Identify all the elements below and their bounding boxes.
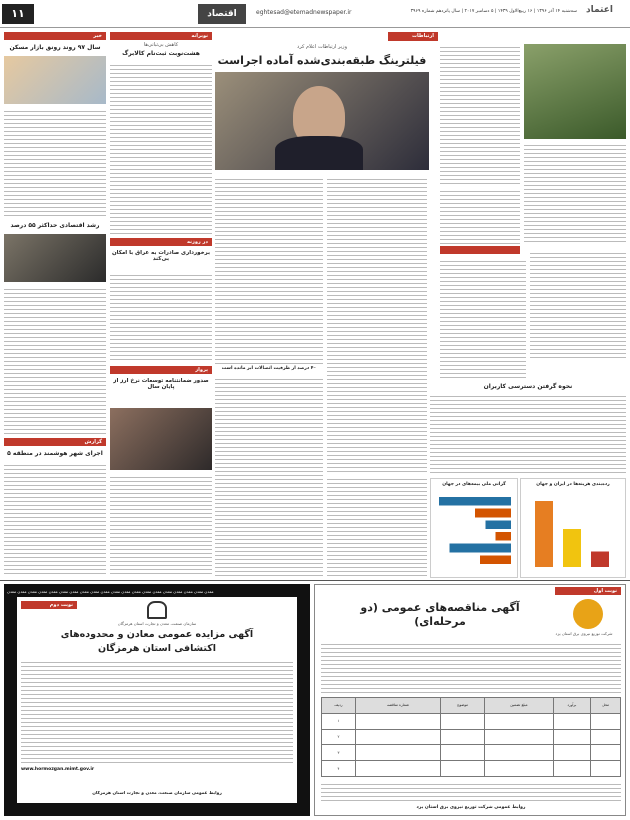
infographic-bar xyxy=(485,520,511,529)
article-text-block xyxy=(110,62,212,234)
company-logo-icon xyxy=(573,599,603,629)
ad-border-pattern xyxy=(7,803,307,813)
brief-title[interactable]: هشت‌نوبت ثبت‌نام کالابرگ xyxy=(122,50,200,57)
lead-headline[interactable]: فیلترینگ طبقه‌بندی‌شده آماده اجراست xyxy=(217,54,427,67)
park-photo xyxy=(524,44,626,139)
ad-notice-tag: نوبت اول xyxy=(555,587,621,595)
column-tag: گزارش xyxy=(4,438,106,446)
brief-title[interactable]: برخورداری صادرات به عراق با امکان بی‌کند xyxy=(111,250,211,262)
minister-photo xyxy=(215,72,429,170)
section-title[interactable]: اقتصاد xyxy=(198,4,246,24)
emblem-icon xyxy=(147,601,167,619)
brief-title[interactable]: اجرای شهر هوشمند در منطقه ۵ xyxy=(7,450,103,457)
article-text-block xyxy=(4,286,106,434)
article-text-block xyxy=(430,393,626,473)
article-text-block xyxy=(440,44,520,184)
auction-ad xyxy=(4,584,310,816)
ad-border-pattern xyxy=(7,597,17,803)
dateline: سه‌شنبه ۱۴ آذر ۱۳۹۶ | ۱۶ ربیع‌الاول ۱۴۳۹ | ۵ دسامبر ۲۰۱۷ | سال پانزدهم شماره ۳۹۶۹ xyxy=(410,9,577,14)
infographic-bar xyxy=(563,529,581,567)
housing-photo xyxy=(4,56,106,104)
infographic-bar xyxy=(449,544,511,553)
infographic-title: رده‌بندی هزینه‌ها در ایران و جهان xyxy=(536,482,610,487)
section-tag: ارتباطات xyxy=(388,32,438,41)
ad-org: سازمان صنعت، معدن و تجارت استان هرمزگان xyxy=(117,621,197,626)
infographic-chart-b xyxy=(520,478,626,578)
infographic-chart-a xyxy=(430,478,518,578)
ad-title-line2: اکتشافی استان هرمزگان xyxy=(98,643,216,654)
article-text-block xyxy=(327,176,427,472)
article-text-block xyxy=(4,462,106,576)
article-text-block xyxy=(110,474,212,576)
brief-kicker: کاهش بی‌ثباتی‌ها xyxy=(143,42,179,48)
ad-text-block xyxy=(321,641,621,693)
article-text-block xyxy=(327,476,427,576)
article-text-block xyxy=(215,176,323,364)
section-email[interactable]: eghtesad@etemadnewspaper.ir xyxy=(256,9,352,16)
ad-text-block xyxy=(321,781,621,803)
tender-table: ردیف شماره مناقصه موضوع مبلغ تضمین برآورد محل ۱ ۲ ۳ ۴ xyxy=(321,697,621,777)
ad-footer: روابط عمومی شرکت توزیع نیروی برق استان یزد xyxy=(416,805,526,810)
economist-photo xyxy=(4,234,106,282)
page-header xyxy=(0,0,630,28)
column-tag: خبر xyxy=(4,32,106,40)
brief-title[interactable]: صدور ضمانتنامه توسعات نرخ ارز از پایان سال xyxy=(113,378,209,390)
subheading: نحوه گرفتن دسترسی کاربران xyxy=(483,383,573,390)
ad-website-link[interactable]: www.hormozgan.mimt.gov.ir xyxy=(21,767,95,772)
article-text-block xyxy=(4,108,106,218)
article-text-block xyxy=(215,376,323,576)
article-text-block xyxy=(524,142,626,242)
infographic-title: گرانی ملی بیمه‌های در جهان xyxy=(442,482,506,487)
article-text-block xyxy=(440,188,520,248)
column-tag: نوبرانه xyxy=(110,32,212,40)
ad-org: شرکت توزیع نیروی برق استان یزد xyxy=(555,631,613,636)
article-text-block xyxy=(530,250,626,360)
ad-notice-tag: نوبت دوم xyxy=(21,601,77,609)
column-tag: پرواز xyxy=(110,366,212,374)
page-number: ۱۱ xyxy=(2,4,34,24)
infographic-bars xyxy=(521,493,625,573)
ad-title: آگهی مناقصه‌های عمومی (دو مرحله‌ای) xyxy=(360,601,520,628)
article-text-block xyxy=(440,258,526,380)
portrait-suit xyxy=(275,136,363,170)
caption-bar xyxy=(440,246,520,254)
tender-ad xyxy=(314,584,626,816)
brief-title[interactable]: سال ۹۷ روند رونق بازار مسکن xyxy=(9,44,101,51)
infographic-bar xyxy=(439,497,511,506)
infographic-bar xyxy=(535,501,553,567)
column-tag: در روزنه xyxy=(110,238,212,246)
subheading: ۴۰ درصد از ظرفیت اتصالات ابر مانده است xyxy=(221,366,317,371)
ad-border-pattern: معدن معدن معدن معدن معدن معدن معدن معدن معدن معدن معدن معدن معدن معدن معدن معدن معدن معدن معدن معدن xyxy=(7,587,307,597)
lead-kicker: وزیر ارتباطات اعلام کرد xyxy=(296,44,347,50)
infographic-bar xyxy=(475,509,511,518)
ad-footer: روابط عمومی سازمان صنعت، معدن و تجارت استان هرمزگان xyxy=(92,791,222,796)
ad-text-block xyxy=(21,659,293,763)
article-text-block xyxy=(110,272,212,362)
official-photo xyxy=(110,408,212,470)
infographic-bar xyxy=(480,555,511,564)
section-divider xyxy=(0,580,630,581)
brief-title[interactable]: رشد اقتصادی حداکثر ۵۵ درصد xyxy=(10,222,100,229)
ad-border-pattern xyxy=(297,597,307,803)
newspaper-logo: اعتماد xyxy=(586,5,613,15)
infographic-bars xyxy=(431,493,517,573)
infographic-bar xyxy=(591,551,609,567)
infographic-bar xyxy=(496,532,511,541)
ad-title: آگهی مزایده عمومی معادن و محدوده‌های xyxy=(60,629,254,640)
